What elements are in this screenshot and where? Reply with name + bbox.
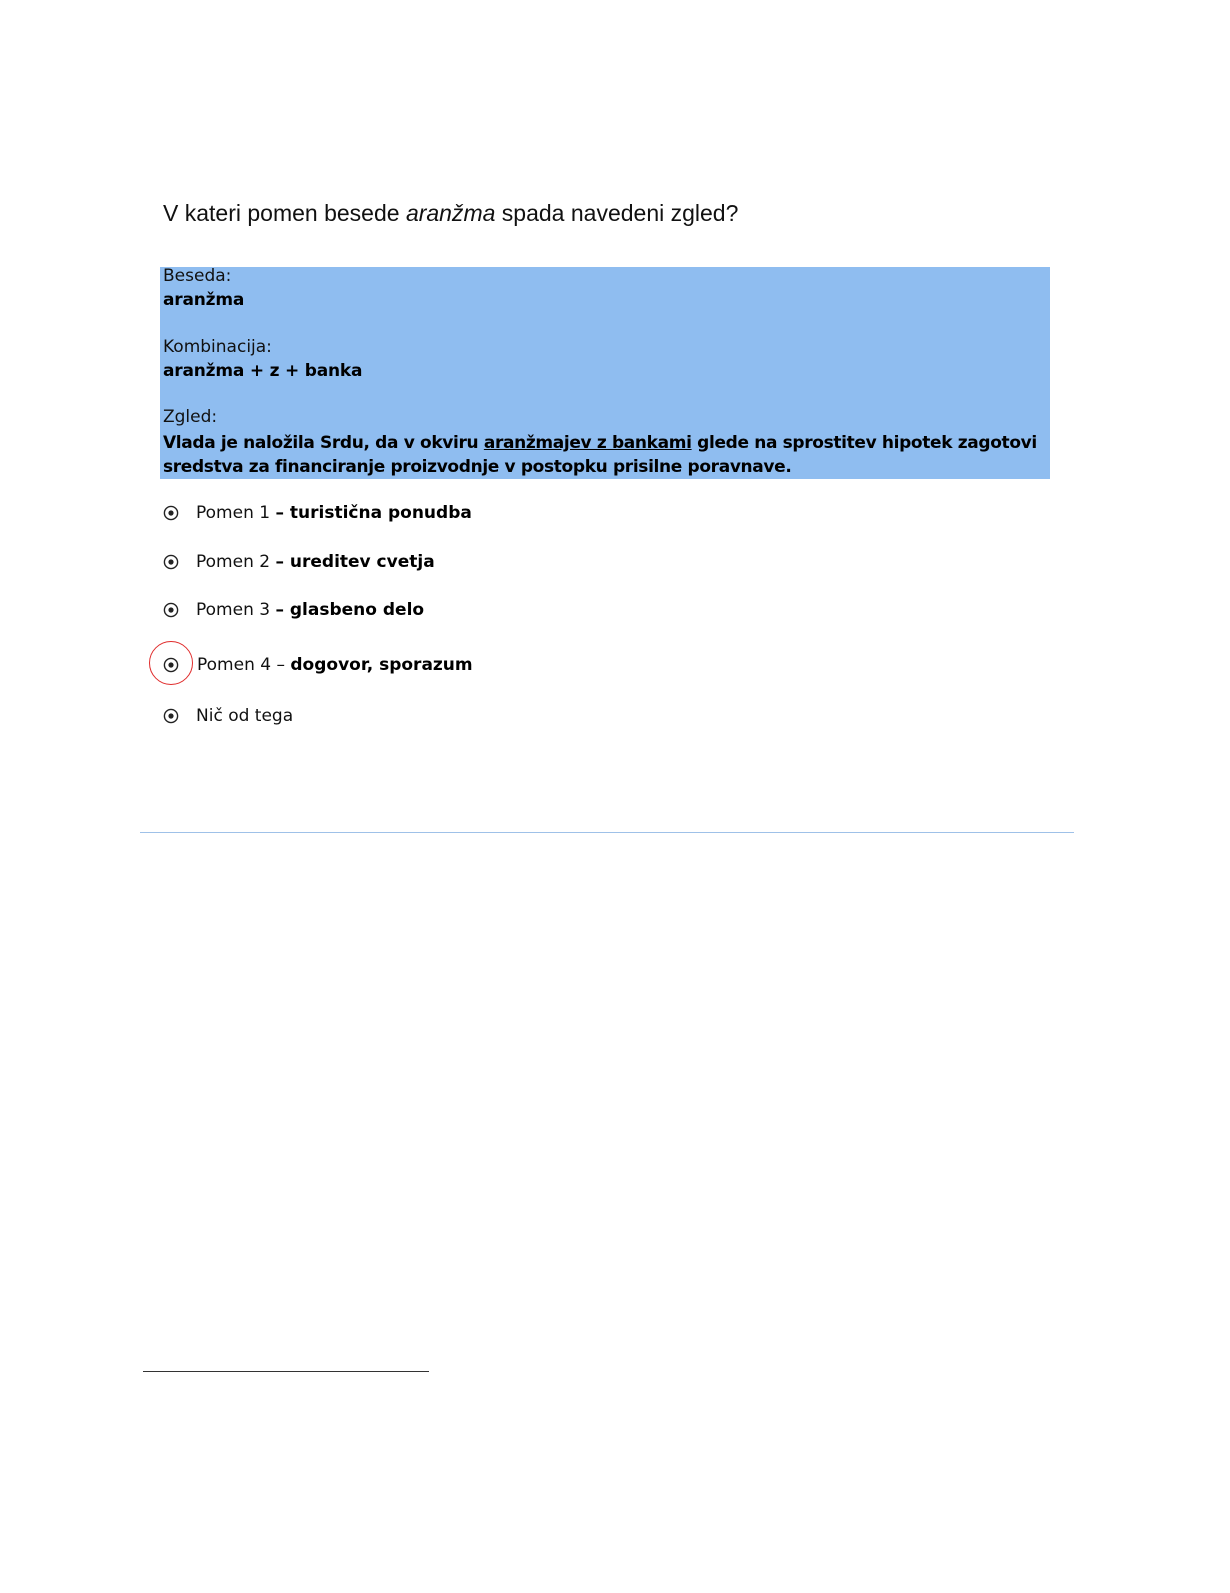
beseda-label: Beseda:	[163, 266, 232, 286]
zgled-before: Vlada je naložila Srdu, da v okviru	[163, 433, 484, 453]
kombinacija-value: aranžma + z + banka	[163, 361, 363, 381]
option-prefix: Nič od tega	[196, 706, 294, 726]
option-pomen-3[interactable]	[163, 597, 424, 623]
radio-dot-icon[interactable]	[163, 505, 179, 521]
option-pomen-4[interactable]	[163, 652, 473, 678]
option-label	[196, 706, 293, 726]
question-keyword: aranžma	[405, 200, 496, 226]
question-before: V kateri pomen besede	[163, 200, 406, 226]
option-bold: – ureditev cvetja	[275, 552, 435, 572]
footnote-rule	[143, 1371, 429, 1372]
option-bold: dogovor, sporazum	[290, 655, 473, 675]
section-separator	[140, 832, 1074, 833]
option-bold: – turistična ponudba	[275, 503, 472, 523]
radio-dot-icon[interactable]	[163, 554, 179, 570]
option-label	[197, 655, 473, 675]
beseda-value: aranžma	[163, 290, 245, 310]
option-label	[196, 503, 472, 523]
radio-dot-icon[interactable]	[163, 602, 179, 618]
zgled-after: glede na sprostitev hipotek zagotovi sredstva za financiranje proizvodnje v postopku prisilne poravnave.	[163, 433, 1037, 477]
option-prefix: Pomen 1	[196, 503, 276, 523]
option-nic-od-tega[interactable]	[163, 703, 293, 729]
radio-dot-icon[interactable]	[163, 708, 179, 724]
kombinacija-label: Kombinacija:	[163, 337, 272, 357]
option-label	[196, 600, 424, 620]
radio-dot-icon[interactable]	[163, 657, 179, 673]
question-text	[163, 200, 738, 227]
option-bold: – glasbeno delo	[275, 600, 425, 620]
zgled-underlined: aranžmajev z bankami	[483, 433, 692, 453]
zgled-label: Zgled:	[163, 407, 218, 427]
info-box	[160, 267, 1050, 479]
option-prefix: Pomen 2	[196, 552, 276, 572]
option-prefix: Pomen 4 –	[197, 655, 291, 675]
option-label	[196, 552, 435, 572]
option-pomen-2[interactable]	[163, 549, 435, 575]
question-after: spada navedeni zgled?	[495, 200, 739, 226]
zgled-text	[163, 431, 1049, 479]
option-prefix: Pomen 3	[196, 600, 276, 620]
option-pomen-1[interactable]	[163, 500, 472, 526]
